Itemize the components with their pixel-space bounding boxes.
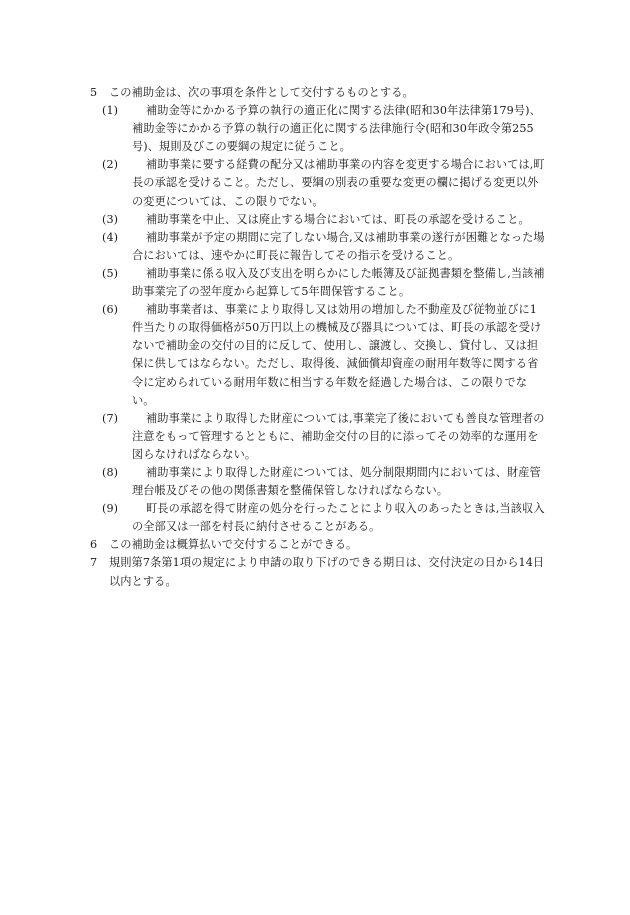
- item-text: [132, 211, 545, 229]
- clause-5-item-6: [102, 301, 545, 410]
- clause-5-item-2: [102, 156, 545, 210]
- item-text: [132, 500, 545, 536]
- clause-5-item-3: [102, 211, 545, 229]
- item-text: [132, 265, 545, 301]
- item-number: (2): [102, 158, 119, 172]
- document-body: [90, 84, 545, 591]
- item-text-body: 補助事業を中止、又は廃止する場合においては、町長の承認を受けること。: [146, 212, 530, 226]
- item-number: (6): [102, 303, 119, 317]
- clause-text: この補助金は、次の事項を条件として交付するものとする。: [109, 86, 414, 99]
- clause-5: [90, 84, 545, 102]
- item-text: [132, 229, 545, 265]
- item-text-body: 補助事業により取得した財産については,事業完了後においても善良な管理者の注意をもって管理するとともに、補助金交付の目的に添ってその効率的な運用を図らなければならない。: [132, 411, 545, 461]
- clause-5-item-5: [102, 265, 545, 301]
- item-number: (4): [102, 230, 119, 244]
- item-text: [132, 464, 545, 500]
- clause-5-item-9: [102, 500, 545, 536]
- item-number: (1): [102, 104, 119, 118]
- clause-number: 6: [90, 538, 98, 552]
- item-number: (7): [102, 411, 119, 425]
- item-text: [132, 301, 545, 410]
- clause-text: 規則第7条第1項の規定により申請の取り下げのできる期日は、交付決定の日から14日以内とする。: [109, 556, 545, 588]
- item-text: [132, 102, 545, 156]
- clause-5-item-7: [102, 410, 545, 464]
- item-number: (5): [102, 266, 119, 280]
- item-text: [132, 410, 545, 464]
- clause-5-item-8: [102, 464, 545, 500]
- clause-number: 7: [90, 556, 98, 570]
- clause-5-item-1: [102, 102, 545, 156]
- item-text-body: 補助事業に要する経費の配分又は補助事業の内容を変更する場合においては,町長の承認を受けること。ただし、要綱の別表の重要な変更の欄に掲げる変更以外の変更については、この限りでない。: [132, 158, 545, 208]
- item-text-body: 補助金等にかかる予算の執行の適正化に関する法律(昭和30年法律第179号)、補助金等にかかる予算の執行の適正化に関する法律施行令(昭和30年政令第255号)、規則及びこの要綱の規定に従うこと。: [132, 104, 541, 154]
- item-number: (9): [102, 502, 119, 516]
- item-text: [132, 156, 545, 210]
- clause-number: 5: [90, 86, 98, 99]
- item-number: (3): [102, 212, 119, 226]
- item-number: (8): [102, 465, 119, 479]
- item-text-body: 補助事業により取得した財産については、処分制限期間内においては、財産管理台帳及びその他の関係書類を整備保管しなければならない。: [132, 465, 541, 498]
- clause-7: [90, 554, 545, 590]
- item-text-body: 補助事業者は、事業により取得し又は効用の増加した不動産及び従物並びに1件当たりの取得価格が50万円以上の機械及び器具については、町長の承認を受けないで補助金の交付の目的に反して、使用し、譲渡し、交換し、貸付し、又は担保に供してはならない。ただし、取得後、減価償却資産の耐用年数等に関する省令に定められている耐用年数に相当する年数を経過した場合は、この限りでない。: [132, 303, 542, 407]
- item-text-body: 町長の承認を得て財産の処分を行ったことにより収入のあったときは,当該収入の全部又は一部を村長に納付させることがある。: [132, 502, 545, 534]
- item-text-body: 補助事業が予定の期間に完了しない場合,又は補助事業の遂行が困難となった場合においては、速やかに町長に報告してその指示を受けること。: [132, 230, 545, 262]
- clause-6: [90, 536, 545, 554]
- clause-text: この補助金は概算払いで交付することができる。: [109, 538, 358, 552]
- item-text-body: 補助事業に係る収入及び支出を明らかにした帳簿及び証拠書類を整備し,当該補助事業完了の翌年度から起算して5年間保管すること。: [132, 266, 545, 299]
- clause-5-item-4: [102, 229, 545, 265]
